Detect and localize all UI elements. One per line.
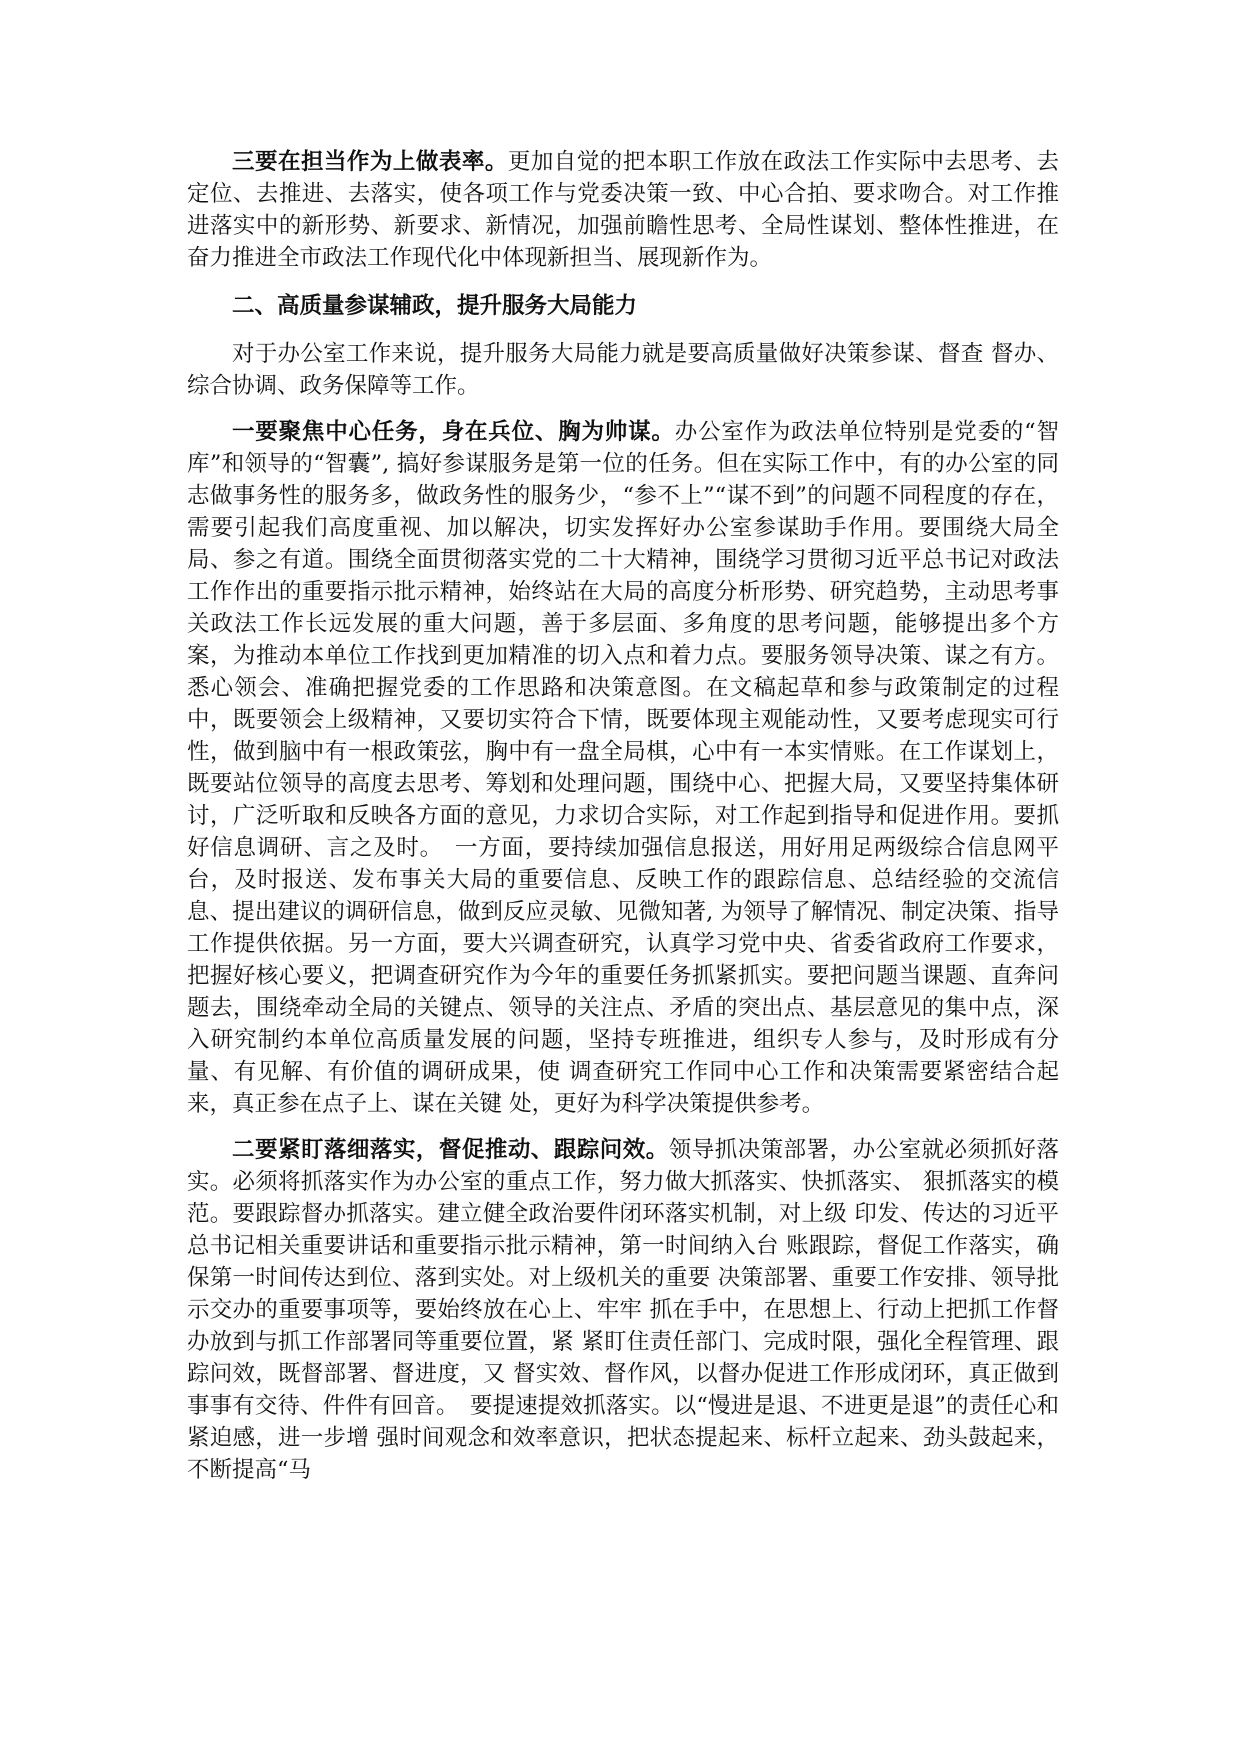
paragraph-1 xyxy=(187,146,1059,274)
paragraph-2 xyxy=(187,338,1059,402)
paragraph-4 xyxy=(187,1134,1059,1486)
paragraph-1-body: 更加自觉的把本职工作放在政法工作实际中去思考、去定位、去推进、去落实，使各项工作与党委决策一致、中心合拍、要求吻合。对工作推进落实中的新形势、新要求、新情况，加强前瞻性思考、全局性谋划、整体性推进，在奋力推进全市政法工作现代化中体现新担当、展现新作为。 xyxy=(187,149,1059,271)
paragraph-4-body: 领导抓决策部署，办公室就必须抓好落实。必须将抓落实作为办公室的重点工作，努力做大抓落实、快抓落实、 狠抓落实的模范。要跟踪督办抓落实。建立健全政治要件闭环落实机制，对上级 印发、传达的习近平总书记相关重要讲话和重要指示批示精神，第一时间纳入台 账跟踪，督促工作落实，确保第一时间传达到位、落到实处。对上级机关的重要 决策部署、重要工作安排、领导批示交办的重要事项等，要始终放在心上、牢牢 抓在手中，在思想上、行动上把抓工作督办放到与抓工作部署同等重要位置，紧 紧盯住责任部门、完成时限，强化全程管理、跟踪问效，既督部署、督进度，又 督实效、督作风，以督办促进工作形成闭环，真正做到事事有交待、件件有回音。 要提速提效抓落实。以“慢进是退、不进更是退”的责任心和紧迫感，进一步增 强时间观念和效率意识，把状态提起来、标杆立起来、劲头鼓起来，不断提高“马 xyxy=(187,1137,1059,1483)
paragraph-3 xyxy=(187,416,1059,1120)
section-heading-2: 二、高质量参谋辅政，提升服务大局能力 xyxy=(232,293,638,319)
paragraph-4-lead: 二要紧盯落细落实，督促推动、跟踪问效。 xyxy=(232,1137,669,1163)
paragraph-3-body: 办公室作为政法单位特别是党委的“智库”和领导的“智囊”, 搞好参谋服务是第一位的任务。但在实际工作中，有的办公室的同志做事务性的服务多，做政务性的服务少，“参不上”“谋不到”的问题不同程度的存在，需要引起我们高度重视、加以解决，切实发挥好办公室参谋助手作用。要围绕大局全局、参之有道。围绕全面贯彻落实党的二十大精神，围绕学习贯彻习近平总书记对政法工作作出的重要指示批示精神，始终站在大局的高度分析形势、研究趋势，主动思考事关政法工作长远发展的重大问题，善于多层面、多角度的思考问题，能够提出多个方案，为推动本单位工作找到更加精准的切入点和着力点。要服务领导决策、谋之有方。悉心领会、准确把握党委的工作思路和决策意图。在文稿起草和参与政策制定的过程中，既要领会上级精神，又要切实符合下情，既要体现主观能动性，又要考虑现实可行性，做到脑中有一根政策弦，胸中有一盘全局棋，心中有一本实情账。在工作谋划上，既要站位领导的高度去思考、筹划和处理问题，围绕中心、把握大局，又要坚持集体研讨，广泛听取和反映各方面的意见，力求切合实际，对工作起到指导和促进作用。要抓好信息调研、言之及时。 一方面，要持续加强信息报送，用好用足两级综合信息网平台，及时报送、发布事关大局的重要信息、反映工作的跟踪信息、总结经验的交流信息、提出建议的调研信息，做到反应灵敏、见微知著, 为领导了解情况、制定决策、指导工作提供依据。另一方面，要大兴调查研究，认真学习党中央、省委省政府工作要求，把握好核心要义，把调查研究作为今年的重要任务抓紧抓实。要把问题当课题、直奔问题去，围绕牵动全局的关键点、领导的关注点、矛盾的突出点、基层意见的集中点，深入研究制约本单位高质量发展的问题，坚持专班推进，组织专人参与，及时形成有分量、有见解、有价值的调研成果，使 调查研究工作同中心工作和决策需要紧密结合起来，真正参在点子上、谋在关键 处，更好为科学决策提供参考。 xyxy=(187,419,1059,1117)
paragraph-1-lead: 三要在担当作为上做表率。 xyxy=(232,149,508,175)
paragraph-3-lead: 一要聚焦中心任务，身在兵位、胸为帅谋。 xyxy=(232,419,675,445)
document-body xyxy=(187,146,1059,1486)
paragraph-2-body: 对于办公室工作来说，提升服务大局能力就是要高质量做好决策参谋、督查 督办、综合协调、政务保障等工作。 xyxy=(187,341,1059,399)
